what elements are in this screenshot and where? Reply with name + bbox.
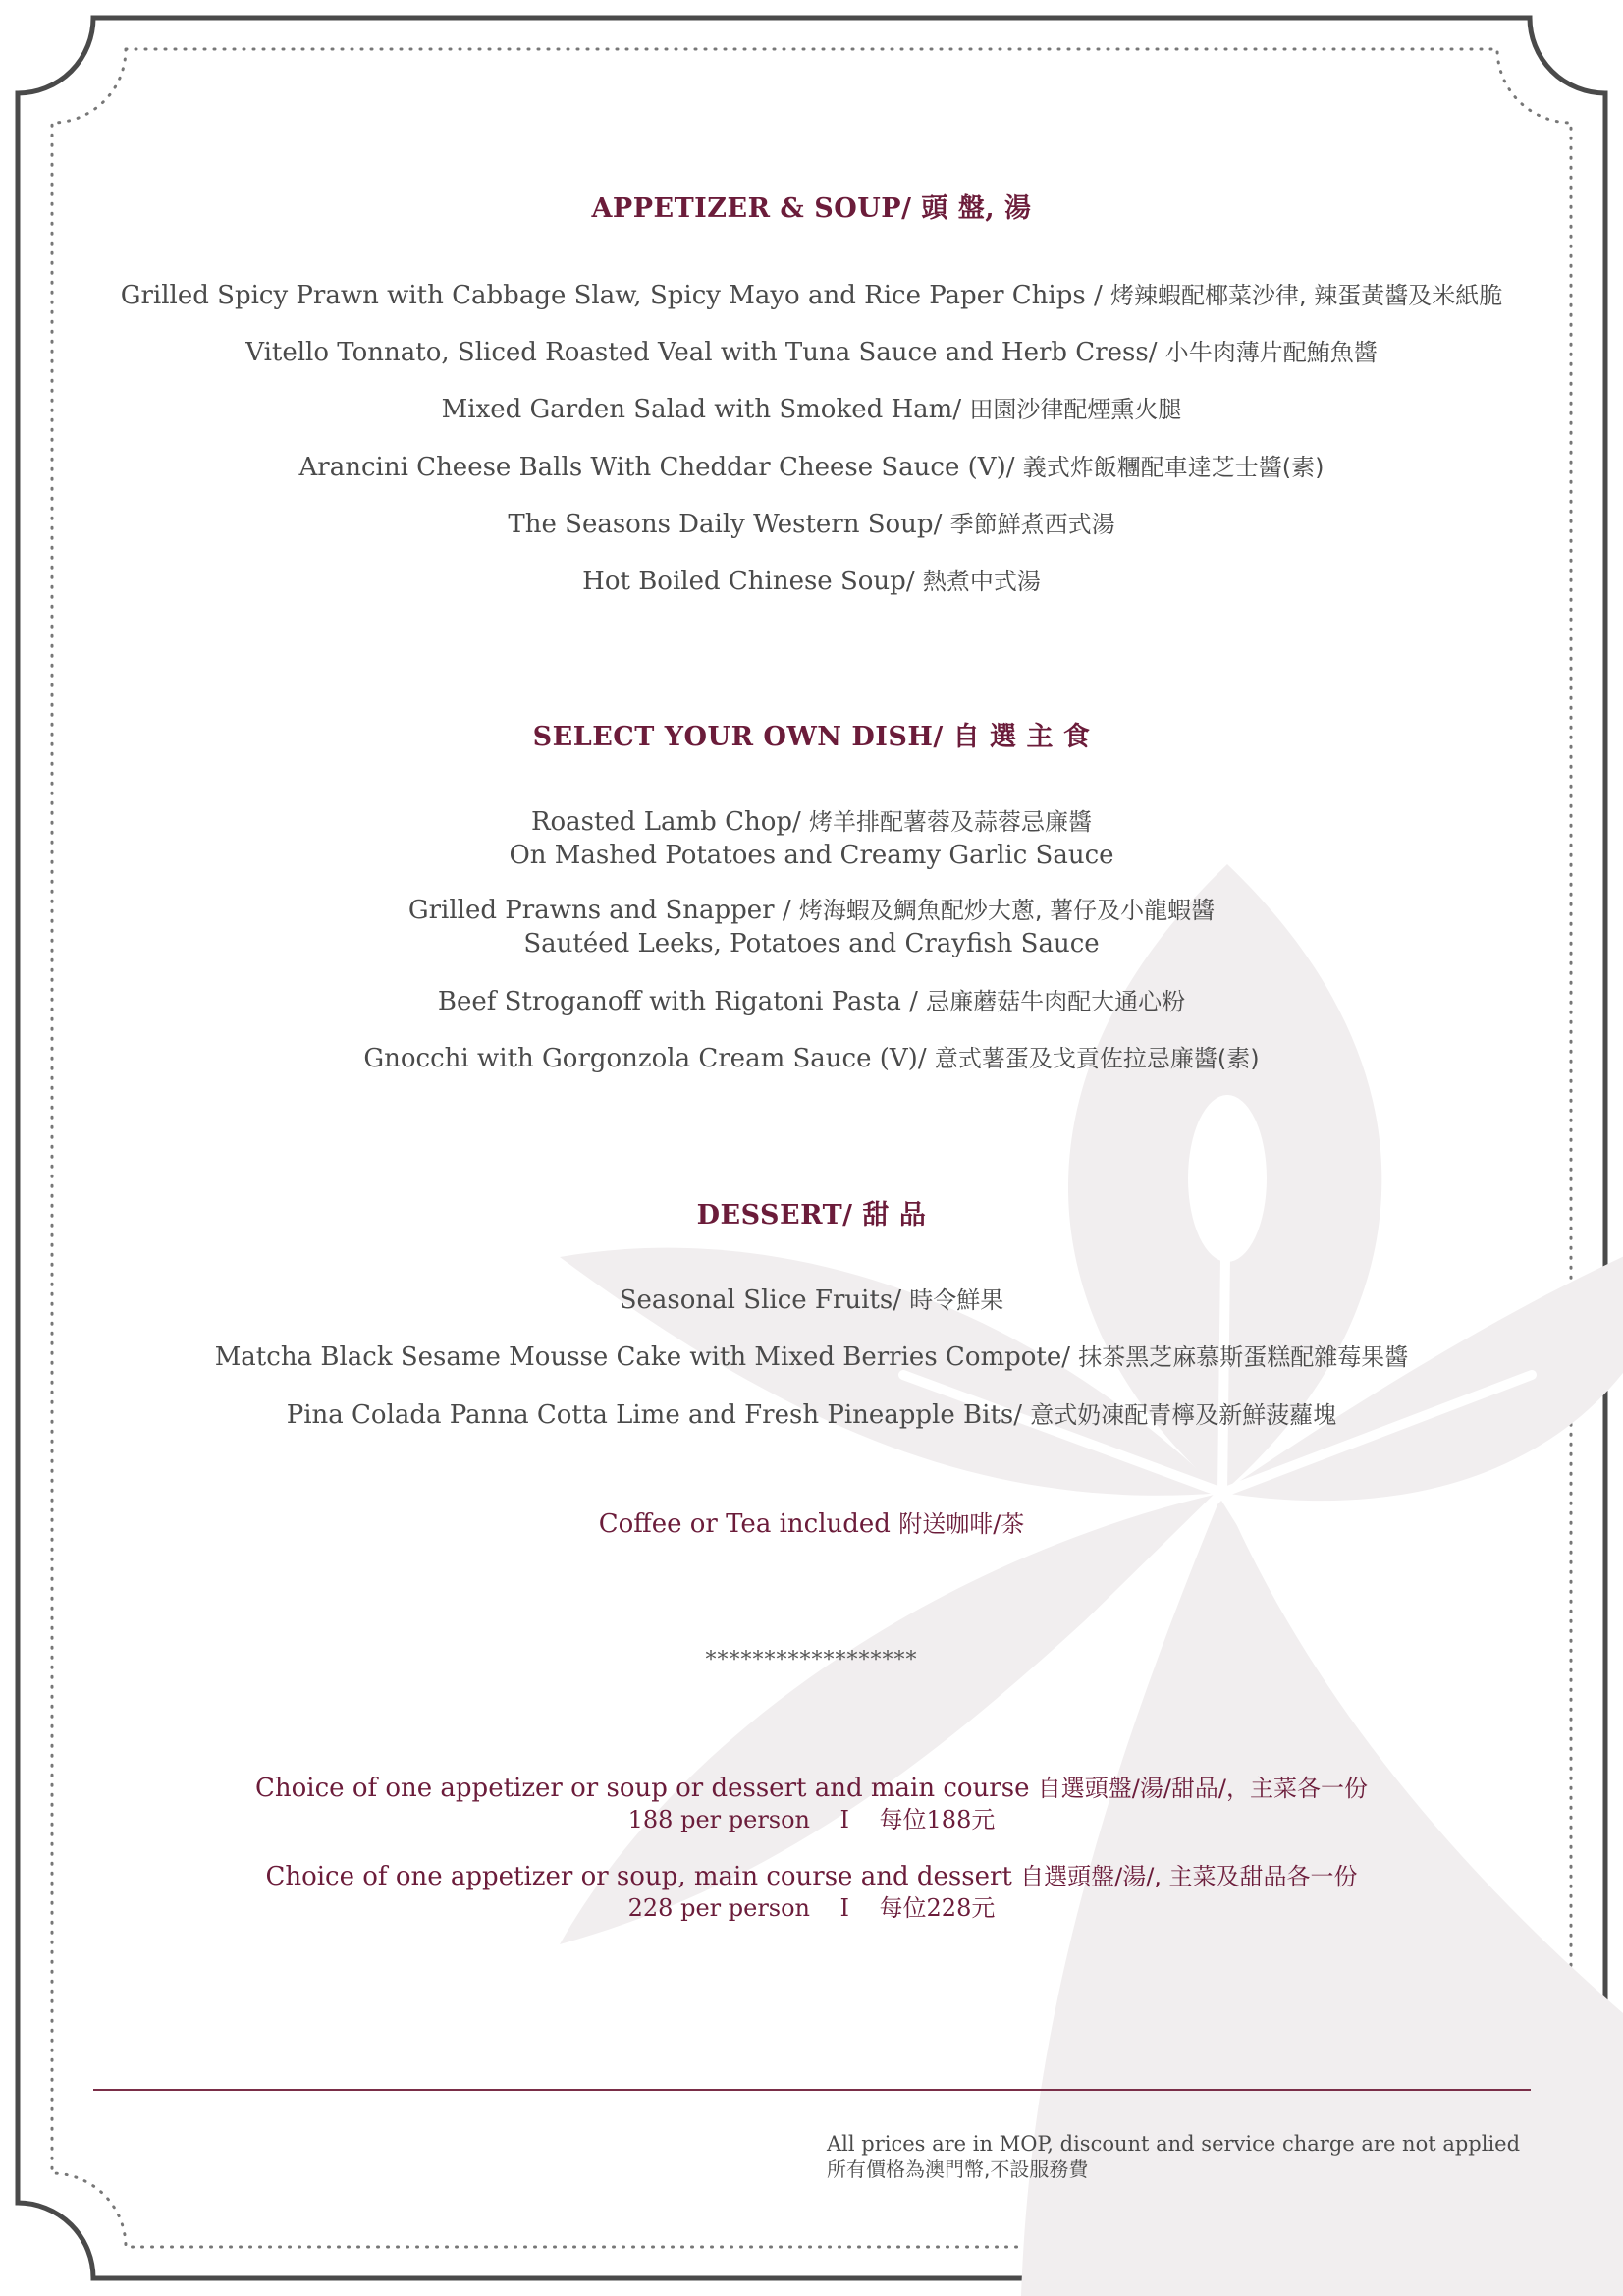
menu-item [0, 393, 1623, 426]
item-description: Sautéed Leeks, Potatoes and Crayfish Sauce [523, 929, 1100, 958]
menu-item [0, 336, 1623, 369]
item-name-en: Roasted Lamb Chop/ [530, 807, 810, 837]
menu-item [0, 451, 1623, 484]
menu-item [0, 805, 1623, 872]
price-option [0, 1861, 1623, 1924]
menu-item [0, 508, 1623, 541]
footer-note [827, 2131, 1520, 2182]
item-name-zh: 意式奶凍配青檸及新鮮菠蘿塊 [1030, 1401, 1337, 1429]
item-description: On Mashed Potatoes and Creamy Garlic Sauce [509, 841, 1114, 870]
price-option-zh: 自選頭盤/湯/, 主菜及甜品各一份 [1020, 1863, 1358, 1890]
price-unit-zh: 元 [971, 1894, 996, 1922]
menu-item [0, 279, 1623, 312]
footer-note-en: All prices are in MOP, discount and service charge are not applied [827, 2132, 1521, 2156]
item-name-zh: 熱煮中式湯 [922, 568, 1041, 595]
menu-item [0, 1042, 1623, 1075]
section-heading-appetizer: APPETIZER & SOUP/ 頭 盤, 湯 [591, 193, 1032, 224]
item-name-zh: 義式炸飯糰配車達芝士醬(素) [1022, 454, 1325, 481]
price-unit-zh: 元 [971, 1806, 996, 1833]
item-name-en: Pina Colada Panna Cotta Lime and Fresh Pineapple Bits/ [286, 1400, 1031, 1430]
item-name-en: Mixed Garden Salad with Smoked Ham/ [441, 395, 970, 424]
coffee-note [0, 1507, 1623, 1541]
item-name-en: Seasonal Slice Fruits/ [619, 1285, 910, 1315]
price-separator: I [839, 1806, 850, 1833]
price-option [0, 1773, 1623, 1835]
price-option-en: Choice of one appetizer or soup or dessert and main course [255, 1774, 1038, 1803]
item-name-zh: 田園沙律配煙熏火腿 [969, 396, 1182, 423]
section-heading-main: SELECT YOUR OWN DISH/ 自 選 主 食 [532, 722, 1091, 752]
menu-item [0, 894, 1623, 960]
price-separator: I [839, 1894, 850, 1922]
item-name-en: Matcha Black Sesame Mousse Cake with Mixed Berries Compote/ [214, 1342, 1079, 1372]
price-option-zh: 自選頭盤/湯/甜品/，主菜各一份 [1037, 1775, 1368, 1802]
item-name-zh: 烤辣蝦配椰菜沙律, 辣蛋黃醬及米紙脆 [1110, 282, 1503, 309]
menu-item [0, 1340, 1623, 1374]
item-name-zh: 小牛肉薄片配鮪魚醬 [1164, 339, 1378, 366]
item-name-zh: 烤海蝦及鯛魚配炒大蔥, 薯仔及小龍蝦醬 [798, 897, 1216, 924]
item-name-en: Vitello Tonnato, Sliced Roasted Veal with Tuna Sauce and Herb Cress/ [245, 338, 1165, 367]
footer-note-zh: 所有價格為澳門幣,不設服務費 [827, 2158, 1089, 2181]
item-name-zh: 烤羊排配薯蓉及蒜蓉忌廉醬 [809, 808, 1093, 836]
item-name-en: Grilled Prawns and Snapper / [407, 896, 799, 925]
menu-item [0, 1284, 1623, 1317]
item-name-zh: 抹茶黑芝麻慕斯蛋糕配雜莓果醬 [1078, 1343, 1409, 1371]
price-label-zh: 每位 [879, 1806, 927, 1833]
coffee-note-zh: 附送咖啡/茶 [898, 1510, 1025, 1538]
price-option-en: Choice of one appetizer or soup, main course and dessert [265, 1862, 1021, 1891]
item-name-en: Beef Stroganoff with Rigatoni Pasta / [437, 987, 927, 1016]
menu-item [0, 565, 1623, 598]
price-label-zh: 每位 [879, 1894, 927, 1922]
item-name-en: Grilled Spicy Prawn with Cabbage Slaw, Spicy Mayo and Rice Paper Chips / [120, 281, 1111, 310]
coffee-note-en: Coffee or Tea included [598, 1509, 899, 1539]
item-name-en: Hot Boiled Chinese Soup/ [582, 567, 923, 596]
item-name-en: The Seasons Daily Western Soup/ [508, 510, 950, 539]
item-name-zh: 忌廉蘑菇牛肉配大通心粉 [926, 988, 1186, 1015]
item-name-en: Gnocchi with Gorgonzola Cream Sauce (V)/ [363, 1044, 935, 1073]
section-heading-dessert: DESSERT/ 甜 品 [696, 1200, 927, 1230]
item-name-zh: 時令鮮果 [909, 1286, 1004, 1314]
price-per-person: 228 per person [627, 1894, 811, 1922]
price-per-person: 188 per person [627, 1806, 811, 1833]
price-value-zh: 188 [926, 1806, 972, 1833]
star-divider: ****************** [705, 1648, 918, 1672]
menu-item [0, 1398, 1623, 1432]
item-name-zh: 意式薯蛋及戈貢佐拉忌廉醬(素) [934, 1045, 1260, 1072]
item-name-zh: 季節鮮煮西式湯 [949, 511, 1115, 538]
item-name-en: Arancini Cheese Balls With Cheddar Cheese Sauce (V)/ [298, 453, 1023, 482]
menu-item [0, 985, 1623, 1018]
footer-divider [93, 2089, 1531, 2091]
price-value-zh: 228 [926, 1894, 972, 1922]
